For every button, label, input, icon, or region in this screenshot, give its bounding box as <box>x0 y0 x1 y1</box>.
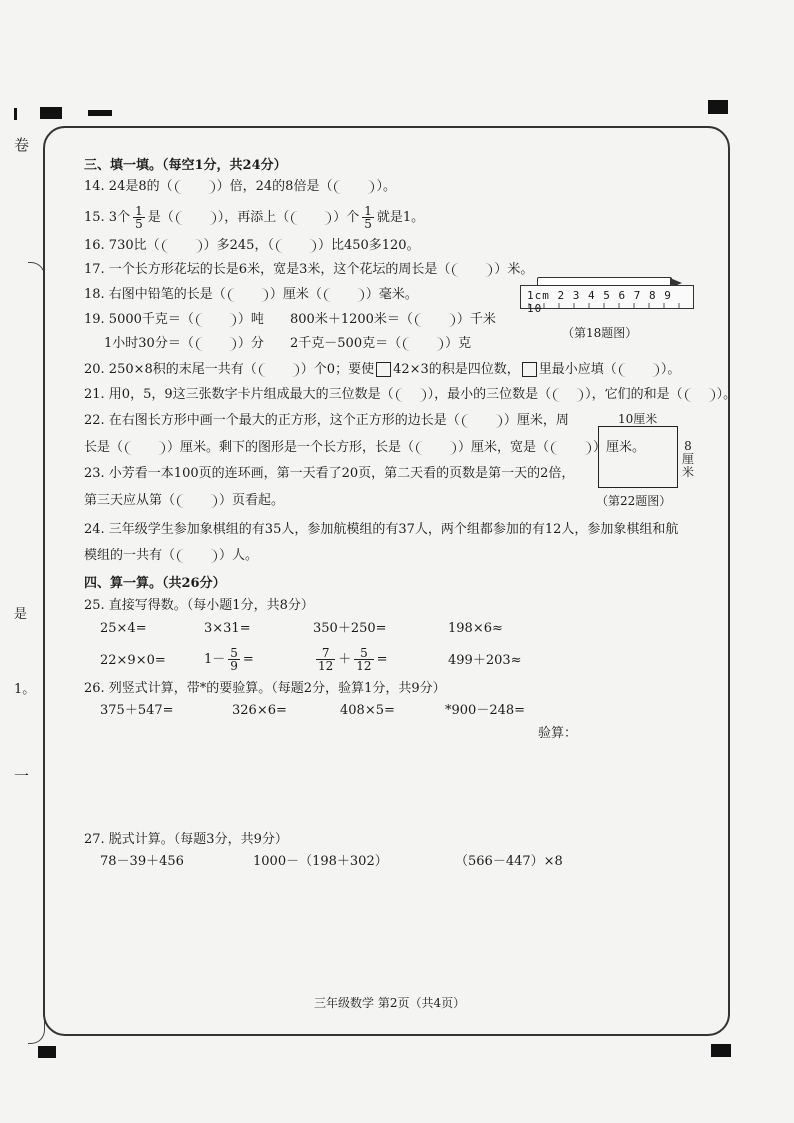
answer-blank[interactable] <box>415 313 455 327</box>
question-19-row-1b: 800米＋1200米＝（ ）千米 <box>290 312 496 327</box>
answer-blank[interactable] <box>125 441 165 455</box>
figure-22-caption: （第22题图） <box>596 494 672 508</box>
q25-item: 22×9×0= <box>100 653 166 668</box>
answer-blank[interactable] <box>176 211 216 225</box>
answer-blank[interactable] <box>416 441 456 455</box>
section-3-title: 三、填一填。（每空1分，共24分） <box>84 158 287 173</box>
figure-22-top-label: 10厘米 <box>618 412 658 426</box>
q26-item: 375＋547= <box>100 703 174 718</box>
q26-item: *900－248= <box>445 703 526 718</box>
ruler-image <box>520 285 694 315</box>
registration-mark-top-left <box>14 108 17 120</box>
section-4-title: 四、算一算。（共26分） <box>84 576 226 591</box>
question-18: 18. 右图中铅笔的长是（ ）厘米（ ）毫米。 <box>84 287 418 302</box>
answer-blank[interactable] <box>175 180 215 194</box>
question-19-row-2b: 2千克－500克＝（ ）克 <box>290 336 472 351</box>
ruler-scale: 1cm 2 3 4 5 6 7 8 9 10 <box>527 289 672 315</box>
margin-char-mid: 是 <box>14 607 28 622</box>
page-footer: 三年级数学 第2页（共4页） <box>314 996 466 1010</box>
answer-blank[interactable] <box>259 363 299 377</box>
question-15: 15. 3个 $\frac{1}{5}$ 是（ ），再添上（ ）个 $\frac{1}{5}$ 就是1。 <box>84 204 425 231</box>
answer-blank[interactable] <box>396 388 426 402</box>
question-22-line-1: 22. 在右图长方形中画一个最大的正方形，这个正方形的边长是（ ）厘米，周 <box>84 413 569 428</box>
answer-blank[interactable] <box>462 414 502 428</box>
q25-item: 499＋203≈ <box>448 653 522 668</box>
q25-item-fraction-sum: $\frac{7}{12}$ ＋ $\frac{5}{12}$ = <box>318 646 388 673</box>
question-23-line-2: 第三天应从第（ ）页看起。 <box>84 493 285 508</box>
registration-mark-bottom-right <box>711 1044 731 1057</box>
question-19-row-1: 19. 5000千克＝（ ）吨 <box>84 312 264 327</box>
q27-item: 1000－（198＋302） <box>253 854 388 869</box>
q26-item: 326×6= <box>232 703 287 718</box>
q25-item: 3×31= <box>204 621 251 636</box>
registration-mark-top-bar <box>88 110 112 116</box>
answer-blank[interactable] <box>551 441 591 455</box>
answer-blank[interactable] <box>619 363 659 377</box>
answer-blank[interactable] <box>403 337 443 351</box>
q25-item: 198×6≈ <box>448 621 503 636</box>
question-25-title: 25. 直接写得数。（每小题1分，共8分） <box>84 598 314 613</box>
question-26-title: 26. 列竖式计算，带*的要验算。（每题2分，验算1分，共9分） <box>84 681 446 696</box>
question-19-row-2: 1小时30分＝（ ）分 <box>104 336 264 351</box>
figure-18-caption: （第18题图） <box>562 326 638 340</box>
answer-blank[interactable] <box>177 494 217 508</box>
margin-char-low: 1。 <box>14 682 36 697</box>
registration-mark-top-right <box>708 100 728 114</box>
answer-blank[interactable] <box>276 239 316 253</box>
q25-item: 350＋250= <box>313 621 387 636</box>
answer-blank[interactable] <box>162 239 202 253</box>
margin-dash: 一 <box>14 767 30 785</box>
q27-item: （566－447）×8 <box>455 854 563 869</box>
question-22-line-2: 长是（ ）厘米。剩下的图形是一个长方形，长是（ ）厘米，宽是（ ）厘米。 <box>84 440 646 455</box>
question-17: 17. 一个长方形花坛的长是6米，宽是3米，这个花坛的周长是（ ）米。 <box>84 262 534 277</box>
question-21: 21. 用0，5，9这三张数字卡片组成最大的三位数是（ ），最小的三位数是（ ），它们的和是（ ）。 <box>84 387 737 402</box>
q27-item: 78－39＋456 <box>100 854 184 869</box>
digit-box[interactable] <box>522 362 537 377</box>
question-20: 20. 250×8积的末尾一共有（ ）个0；要使 42×3的积是四位数， 里最小应填（ ）。 <box>84 362 681 377</box>
question-14: 14. 24是8的（ ）倍，24的8倍是（ ）。 <box>84 179 396 194</box>
answer-blank[interactable] <box>291 211 331 225</box>
q26-check-label: 验算： <box>538 726 578 741</box>
digit-box[interactable] <box>376 362 391 377</box>
q25-item-fraction: 1－ $\frac{5}{9}$ = <box>204 646 254 673</box>
question-24-line-1: 24. 三年级学生参加象棋组的有35人，参加航模组的有37人，两个组都参加的有12人，参加象棋组和航 <box>84 522 679 537</box>
answer-blank[interactable] <box>177 549 217 563</box>
answer-blank[interactable] <box>452 263 492 277</box>
rectangle-figure <box>598 426 678 488</box>
answer-blank[interactable] <box>196 337 236 351</box>
figure-22-side-label: 8厘米 <box>682 439 695 479</box>
fraction: $\frac{1}{5}$ <box>364 204 372 231</box>
answer-blank[interactable] <box>228 288 268 302</box>
margin-char-top: 卷 <box>14 136 30 154</box>
question-16: 16. 730比（ ）多245，（ ）比450多120。 <box>84 238 420 253</box>
answer-blank[interactable] <box>685 388 715 402</box>
question-27-title: 27. 脱式计算。（每题3分，共9分） <box>84 832 288 847</box>
fraction: $\frac{1}{5}$ <box>135 204 143 231</box>
question-23-line-1: 23. 小芳看一本100页的连环画，第一天看了20页，第二天看的页数是第一天的2倍， <box>84 466 575 481</box>
registration-mark-top-left-block <box>40 107 62 119</box>
question-24-line-2: 模组的一共有（ ）人。 <box>84 548 259 563</box>
q26-item: 408×5= <box>340 703 395 718</box>
answer-blank[interactable] <box>196 313 236 327</box>
answer-blank[interactable] <box>324 288 364 302</box>
q25-item: 25×4= <box>100 621 147 636</box>
answer-blank[interactable] <box>334 180 374 194</box>
registration-mark-bottom-left <box>38 1046 56 1058</box>
answer-blank[interactable] <box>553 388 583 402</box>
